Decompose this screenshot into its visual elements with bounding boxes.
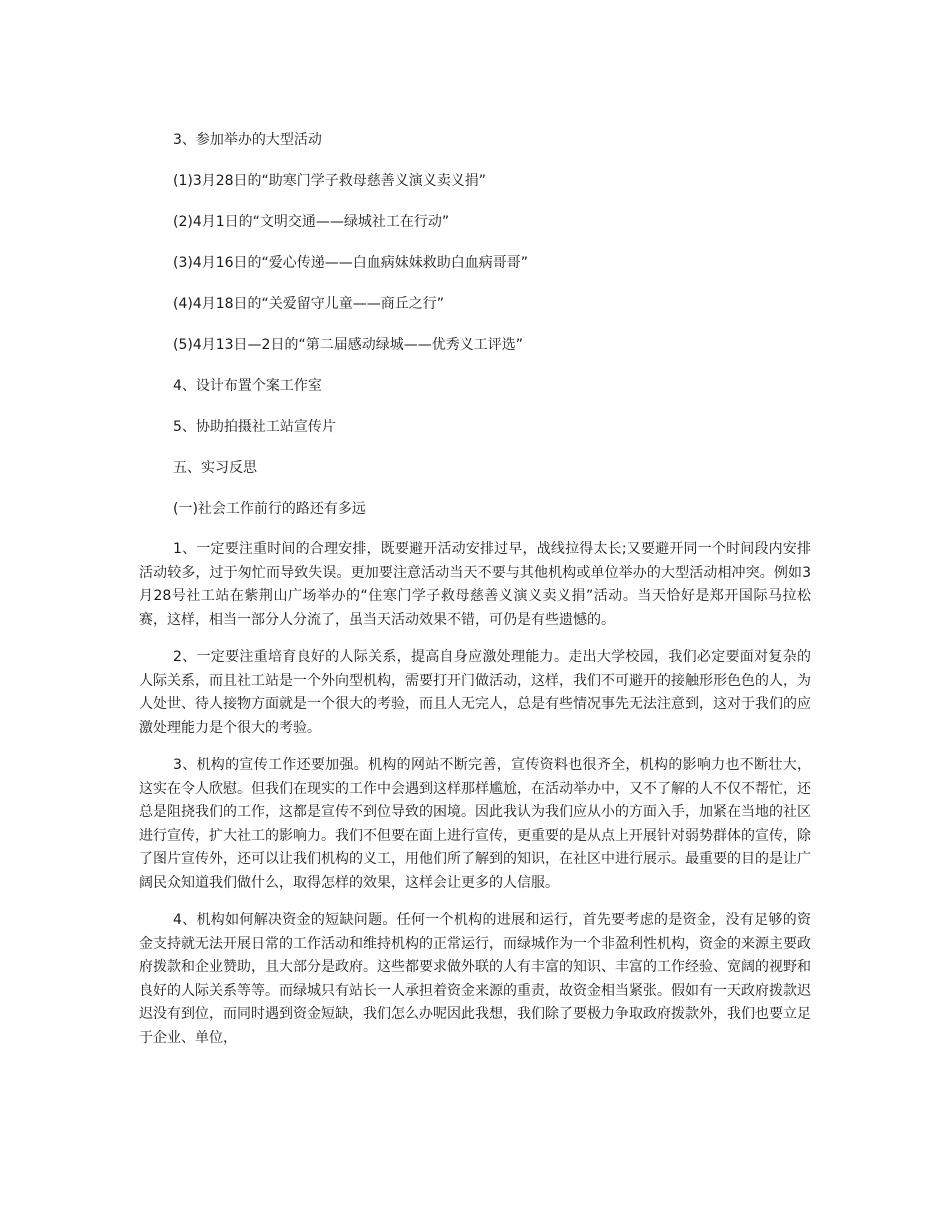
paragraph-funding: 4、机构如何解决资金的短缺问题。任何一个机构的进展和运行，首先要考虑的是资金，没有足够的资金支持就无法开展日常的工作活动和维持机构的正常运行，而绿城作为一个非盈利性机构，资金的来源主要政府拨款和企业赞助，且大部分是政府。这些都要求做外联的人有丰富的知识、丰富的工作经验、宽阔的视野和良好的人际关系等等。而绿城只有站长一人承担着资金来源的重责，故资金相当紧张。假如有一天政府拨款迟迟没有到位，而同时遇到资金短缺，我们怎么办呢因此我想，我们除了要极力争取政府拨款外，我们也要立足于企业、单位， [139,912,811,1046]
list-item-event-4: (4)4月18日的“关爱留守儿童——商丘之行” [173,296,445,312]
list-item-event-3: (3)4月16日的“爱心传递——白血病妹妹救助白血病哥哥” [173,255,529,271]
section-title-reflection: 五、实习反思 [173,460,257,476]
subsection-title: (一)社会工作前行的路还有多远 [173,501,366,517]
heading-large-events: 3、参加举办的大型活动 [173,132,322,148]
list-item-event-5: (5)4月13日—2日的“第二届感动绿城——优秀义工评选” [173,337,523,353]
paragraph-interpersonal: 2、一定要注重培育良好的人际关系，提高自身应激处理能力。走出大学校园，我们必定要面对复杂的人际关系，而且社工站是一个外向型机构，需要打开门做活动，这样，我们不可避开的接触形形色色的人，为人处世、待人接物方面就是一个很大的考验，而且人无完人，总是有些情况事先无法注意到，这对于我们的应激处理能力是个很大的考验。 [139,649,811,736]
heading-case-room: 4、设计布置个案工作室 [173,378,322,394]
document-page [139,128,811,1064]
heading-promo-film: 5、协助拍摄社工站宣传片 [173,419,336,435]
paragraph-publicity: 3、机构的宣传工作还要加强。机构的网站不断完善，宣传资料也很齐全，机构的影响力也不断壮大，这实在令人欣慰。但我们在现实的工作中会遇到这样那样尴尬，在活动举办中，又不了解的人不仅不帮忙，还总是阻挠我们的工作，这都是宣传不到位导致的困境。因此我认为我们应从小的方面入手，加紧在当地的社区进行宣传，扩大社工的影响力。我们不但要在面上进行宣传，更重要的是从点上开展针对弱势群体的宣传，除了图片宣传外，还可以让我们机构的义工，用他们所了解到的知识，在社区中进行展示。最重要的目的是让广阔民众知道我们做什么，取得怎样的效果，这样会让更多的人信服。 [139,757,811,891]
paragraph-time-arrangement: 1、一定要注重时间的合理安排，既要避开活动安排过早，战线拉得太长;又要避开同一个时间段内安排活动较多，过于匆忙而导致失误。更加要注意活动当天不要与其他机构或单位举办的大型活动相冲突。例如3月28号社工站在紫荆山广场举办的“住寒门学子救母慈善义演义卖义捐”活动。当天恰好是郑开国际马拉松赛，这样，相当一部分人分流了，虽当天活动效果不错，可仍是有些遗憾的。 [139,541,811,628]
list-item-event-2: (2)4月1日的“文明交通——绿城社工在行动” [173,214,450,230]
list-item-event-1: (1)3月28日的“助寒门学子救母慈善义演义卖义捐” [173,173,487,189]
